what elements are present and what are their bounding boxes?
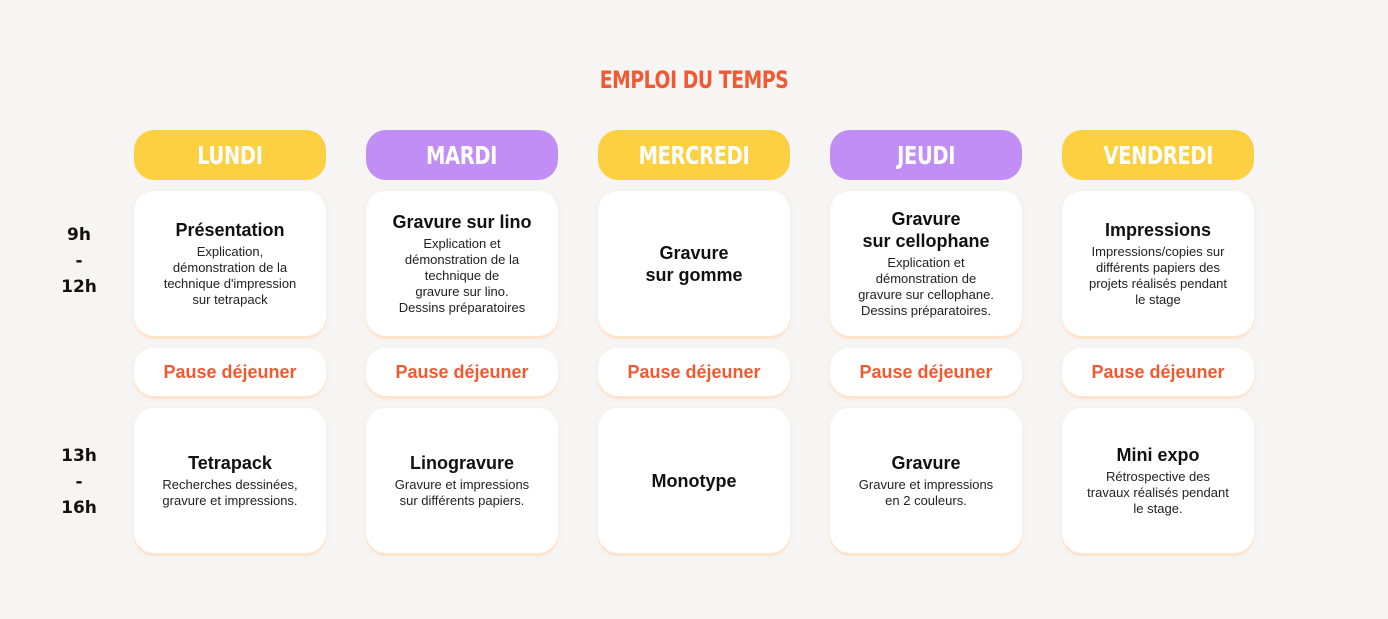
day-column-jeudi (830, 130, 1022, 508)
day-header (366, 130, 558, 180)
day-name: MERCREDI (638, 140, 750, 170)
activity-description: Explication et démonstration de gravure sur cellophane. Dessins préparatoires. (858, 255, 994, 318)
afternoon-card (1062, 408, 1254, 553)
activity-title: Gravure sur cellophane (862, 209, 990, 251)
time-morning (44, 222, 114, 300)
activity-description: Rétrospective des travaux réalisés pendant le stage. (1087, 469, 1229, 516)
day-name: JEUDI (897, 140, 955, 170)
morning-card (1062, 191, 1254, 336)
lunch-card (1062, 348, 1254, 396)
activity-title: Monotype (651, 470, 737, 491)
day-name: MARDI (426, 140, 498, 170)
day-column-mardi (366, 130, 558, 508)
activity-title: Tetrapack (188, 453, 272, 473)
activity-description: Explication, démonstration de la technique d'impression sur tetrapack (163, 244, 297, 307)
time-morning-start: 9h (67, 225, 91, 245)
lunch-label: Pause déjeuner (859, 361, 993, 382)
day-name: LUNDI (197, 140, 263, 170)
time-morning-end: 12h (61, 277, 97, 297)
time-afternoon-end: 16h (61, 498, 97, 518)
activity-title: Gravure (891, 453, 961, 473)
lunch-card (366, 348, 558, 396)
lunch-label: Pause déjeuner (1091, 361, 1225, 382)
day-header (830, 130, 1022, 180)
activity-description: Gravure et impressions en 2 couleurs. (858, 477, 994, 508)
activity-title: Impressions (1104, 220, 1212, 240)
activity-description: Explication et démonstration de la technique de gravure sur lino. Dessins préparatoires (398, 236, 526, 315)
activity-title: Linogravure (409, 453, 515, 473)
activity-title: Présentation (175, 220, 285, 240)
time-afternoon-dash: - (75, 472, 83, 492)
day-name: VENDREDI (1103, 140, 1213, 170)
lunch-card (134, 348, 326, 396)
afternoon-card (134, 408, 326, 553)
day-header (134, 130, 326, 180)
afternoon-card (598, 408, 790, 553)
morning-card (830, 191, 1022, 336)
afternoon-card (830, 408, 1022, 553)
page-title: EMPLOI DU TEMPS (599, 66, 789, 94)
lunch-card (830, 348, 1022, 396)
day-column-vendredi (1062, 130, 1254, 516)
activity-description: Gravure et impressions sur différents papiers. (394, 477, 530, 508)
lunch-label: Pause déjeuner (163, 361, 297, 382)
day-header (598, 130, 790, 180)
lunch-label: Pause déjeuner (395, 361, 529, 382)
activity-title: Mini expo (1116, 445, 1200, 465)
day-header (1062, 130, 1254, 180)
time-afternoon-start: 13h (61, 446, 97, 466)
morning-card (134, 191, 326, 336)
day-column-lundi (134, 130, 326, 508)
activity-title: Gravure sur gomme (645, 242, 743, 285)
activity-description: Impressions/copies sur différents papiers des projets réalisés pendant le stage (1088, 244, 1228, 307)
activity-description: Recherches dessinées, gravure et impressions. (162, 477, 298, 508)
lunch-card (598, 348, 790, 396)
afternoon-card (366, 408, 558, 553)
morning-card (366, 191, 558, 336)
morning-card (598, 191, 790, 336)
activity-title: Gravure sur lino (392, 212, 532, 232)
time-afternoon (44, 443, 114, 521)
lunch-label: Pause déjeuner (627, 361, 761, 382)
day-column-mercredi (598, 130, 790, 491)
time-morning-dash: - (75, 251, 83, 271)
